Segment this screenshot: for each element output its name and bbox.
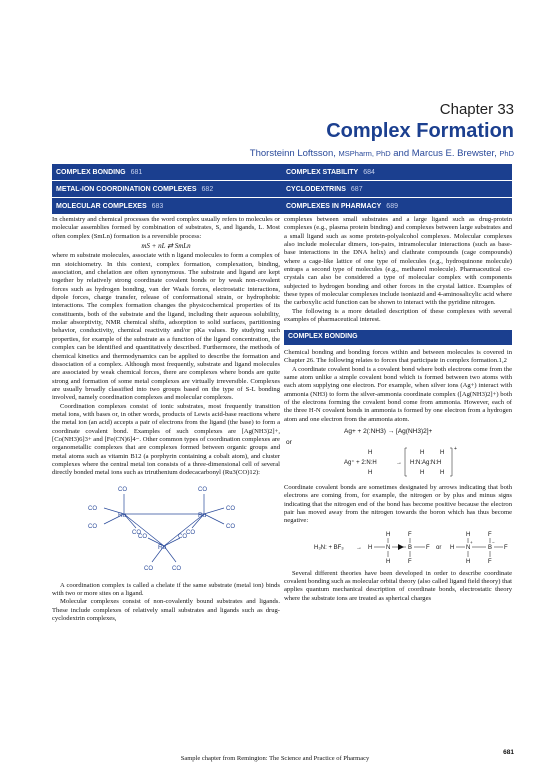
- svg-text:H:N:Ag:N:H: H:N:Ag:N:H: [410, 459, 442, 466]
- toc-item-metal-ion-coordination[interactable]: METAL-ION COORDINATION COMPLEXES 682: [56, 185, 214, 193]
- ru-structure-svg: [52, 480, 280, 582]
- triruthenium-dodecacarbonyl-structure: [52, 480, 280, 582]
- paragraph: complexes between small substrates and a large ligand such as drug-protein complexes (e.g., plasma protein binding) and complexes between large substrates and a small ligand such as some protein-polyalcohol complexes. Molecular complexes also include molecular dimers, ion-pairs, intramolecular interactions (such as base-base interactions in the DNA helix) and clathrate compounds (cage compounds) where a cage-like lattice of one type of molecules (e.g., hydroquinone molecule) entraps a second type of molecules (e.g., methanol molecule). Pharmaceutical co-crystals can also be considered a type of molecular complex with components subjected to hydrogen bonding and other forces in the crystal lattice. Examples of these types of molecular complexes include isoniazid and 4-aminosalicylic acid where the carboxylic acid function can be shown to interact with the pyridine nitrogen.: [284, 216, 512, 307]
- svg-text:F: F: [426, 544, 430, 551]
- co-label: CO: [178, 533, 187, 540]
- ammonia-borane-diagram: [284, 526, 512, 570]
- page-number: 681: [503, 749, 514, 756]
- co-label: CO: [138, 533, 147, 540]
- chapter-title: Complex Formation: [326, 120, 514, 142]
- svg-text:F: F: [408, 558, 412, 565]
- svg-text:H: H: [466, 531, 471, 538]
- svg-text:H: H: [440, 449, 445, 456]
- svg-text:→: →: [356, 544, 362, 551]
- bf-diagram-svg: [284, 526, 512, 570]
- co-label: CO: [198, 486, 207, 493]
- author-2: Marcus E. Brewster,: [411, 148, 497, 159]
- svg-text:F: F: [408, 531, 412, 538]
- svg-text:H: H: [450, 544, 455, 551]
- toc-row: [52, 164, 512, 181]
- svg-text:+: +: [454, 445, 457, 452]
- co-label: CO: [186, 529, 195, 536]
- author-2-degree: PhD: [499, 149, 514, 158]
- author-1: Thorsteinn Loftsson,: [249, 148, 336, 159]
- silver-ammonia-equation: Ag+ + 2(:NH3) → [Ag(NH3)2]+: [344, 427, 433, 435]
- paragraph: where m substrate molecules, associate with n ligand molecules to form a complex of mn stoichiometry. In this context, complex formation, complexation, binding, association, and chelation are often synonymous. The substrate and ligand are kept together by relatively strong coordinate covalent bonds or by weak non-covalent forces such as hydrogen bonding, van der Waals forces, electrostatic interactions, dipole forces, charge transfer, release of conformational strain, or hydrophobic interactions. The complex formation changes the physicochemical properties of its constituents, both of the substrate and the ligand, including their aqueous solubility, molar absorptivity, NMR chemical shifts, adsorption to solid surfaces, partitioning behavior, conductivity, chemical reactivity and/or pKa values. By studying such properties, for example of the substrate as a function of the ligand concentration, the complex can be identified and quantitatively described. Furthermore, the methods of chemical kinetics and thermodynamics can be applied to describe the formation and dissociation of a complex. Although most frequently, substrate and ligand molecules are associated by weak chemical forces, there are complexes where bonds are quite strong and formation of some metal complexes are virtually irreversible. Complexes are usually broadly classified into two groups based on the type of S-L bonding involved, namely coordination complexes and molecular complexes.: [52, 252, 280, 402]
- ru-atom-label: Ru: [198, 511, 207, 519]
- paragraph: Several different theories have been developed in order to describe coordinate covalent bonding such as molecular orbital theory (also called ligand field theory) that applies quantum mechanical description of coordinate bonds, electrostatic theory where the substrate ions are treated as spherical charges: [284, 569, 512, 602]
- co-label: CO: [226, 505, 235, 512]
- right-column: [284, 216, 512, 603]
- paragraph: The following is a more detailed description of these complexes with several examples of pharmaceutical interest.: [284, 307, 512, 324]
- footer-text: Sample chapter from Remington: The Science and Practice of Pharmacy: [180, 755, 370, 762]
- paragraph: A coordination complex is called a chelate if the same substrate (metal ion) binds with two or more sites on a ligand.: [52, 581, 280, 597]
- svg-text:N: N: [386, 544, 391, 551]
- svg-text:N: N: [466, 544, 471, 551]
- svg-text:H: H: [386, 531, 391, 538]
- co-label: CO: [144, 565, 153, 572]
- toc-item-cyclodextrins[interactable]: CYCLODEXTRINS 687: [286, 185, 363, 193]
- svg-text:Ag⁺ + 2:N:H: Ag⁺ + 2:N:H: [344, 459, 377, 466]
- svg-text:or: or: [436, 544, 442, 551]
- paragraph: Coordinate covalent bonds are sometimes designated by arrows indicating that both electrons are coming from, for example, the nitrogen or by plus and minus signs indicating that the nitrogen end of the bond has become positive because the electron pair has moved away from the nitrogen towards the boron which has thus become negative:: [284, 483, 512, 525]
- svg-text:F: F: [488, 558, 492, 565]
- svg-text:H: H: [368, 469, 373, 476]
- svg-text:−: −: [492, 539, 495, 545]
- toc-item-molecular-complexes[interactable]: MOLECULAR COMPLEXES 683: [56, 202, 164, 210]
- ru-atom-label: Ru: [158, 543, 167, 551]
- svg-text:H: H: [386, 558, 391, 565]
- svg-text:B: B: [408, 544, 413, 551]
- paragraph: Molecular complexes consist of non-covalently bound substrates and ligands. These include complexes of relatively small substrates and ligands such as drug-cyclodextrin complexes,: [52, 598, 280, 623]
- svg-text:H₃N: + BF₃: H₃N: + BF₃: [314, 544, 344, 551]
- silver-ammonia-complex-diagram: [284, 424, 512, 484]
- table-of-contents: [52, 164, 512, 214]
- co-label: CO: [226, 523, 235, 530]
- toc-item-complex-bonding[interactable]: COMPLEX BONDING 681: [56, 168, 143, 176]
- left-column: [52, 216, 280, 623]
- svg-text:H: H: [368, 449, 373, 456]
- paragraph: Chemical bonding and bonding forces within and between molecules is covered in Chapter 26. The following relates to forces that participate in complex formation.1,2: [284, 348, 512, 365]
- author-1-degree: MSPharm, PhD: [338, 149, 391, 158]
- author-conjunction: and: [393, 148, 410, 159]
- ru-atom-label: Ru: [118, 511, 127, 519]
- paragraph: Coordination complexes consist of ionic substrates, most frequently transition metal ions, with bases or, in other words, products of Lewis acid-base reactions where the metal ion (an acid) accepts a pair of electrons from the ligand (the base) to form a coordinate covalent bond. Examples of such complexes are [Ag(NH3)2]+, [Co(NH3)6]3+ and [Fe(CN)6]4−. Other common types of coordination complexes are organometallic complexes that are complexes formed between organic groups and metal atoms such as vitamin B12 (a porphyrin containing a cobalt atom), and cluster complexes where the central metal ion consists of a three-dimensional cell of several directly bonded metal ions such as triruthenium dodecacarbonyl (Ru3(CO)12):: [52, 402, 280, 477]
- toc-item-complex-stability[interactable]: COMPLEX STABILITY 684: [286, 168, 375, 176]
- or-label: or: [286, 438, 292, 446]
- authors-line: [250, 148, 514, 159]
- toc-item-complexes-in-pharmacy[interactable]: COMPLEXES IN PHARMACY 689: [286, 202, 398, 210]
- svg-text:B: B: [488, 544, 493, 551]
- co-label: CO: [118, 486, 127, 493]
- svg-text:H: H: [466, 558, 471, 565]
- ag-diagram-svg: [284, 424, 512, 484]
- toc-row: [52, 181, 512, 198]
- chapter-number: Chapter 33: [439, 101, 514, 118]
- co-label: CO: [172, 565, 181, 572]
- svg-text:H: H: [440, 469, 445, 476]
- svg-text:F: F: [504, 544, 508, 551]
- co-label: CO: [88, 523, 97, 530]
- svg-text:H: H: [420, 469, 425, 476]
- svg-text:+: +: [470, 539, 473, 545]
- co-label: CO: [132, 529, 141, 536]
- equilibrium-equation: mS + nL ⇄ SmLn: [141, 242, 191, 251]
- paragraph: A coordinate covalent bond is a covalent bond where both electrons come from the same atom unlike a simple covalent bond which is formed between two atoms with each atom supplying one electron. For example, when silver ions (Ag+) interact with ammonia (NH3) to form the silver-ammonia coordinate complex ([Ag(NH3)2]+) both of the electrons forming the covalent bond come from ammonia. However, each of the three H-N covalent bonds in ammonia is formed by one electron from a hydrogen atom and one electron from the ammonia atom.: [284, 365, 512, 423]
- paragraph: In chemistry and chemical processes the word complex usually refers to molecules or molecular assemblies formed by combination of substrates, S, and ligands, L. Most often complex (SmLn) formation is a reversible process:: [52, 216, 280, 240]
- toc-row: [52, 198, 512, 214]
- svg-text:H: H: [368, 544, 373, 551]
- svg-text:F: F: [488, 531, 492, 538]
- svg-text:→: →: [396, 459, 402, 466]
- co-label: CO: [88, 505, 97, 512]
- svg-text:H: H: [420, 449, 425, 456]
- section-heading: COMPLEX BONDING: [284, 330, 512, 344]
